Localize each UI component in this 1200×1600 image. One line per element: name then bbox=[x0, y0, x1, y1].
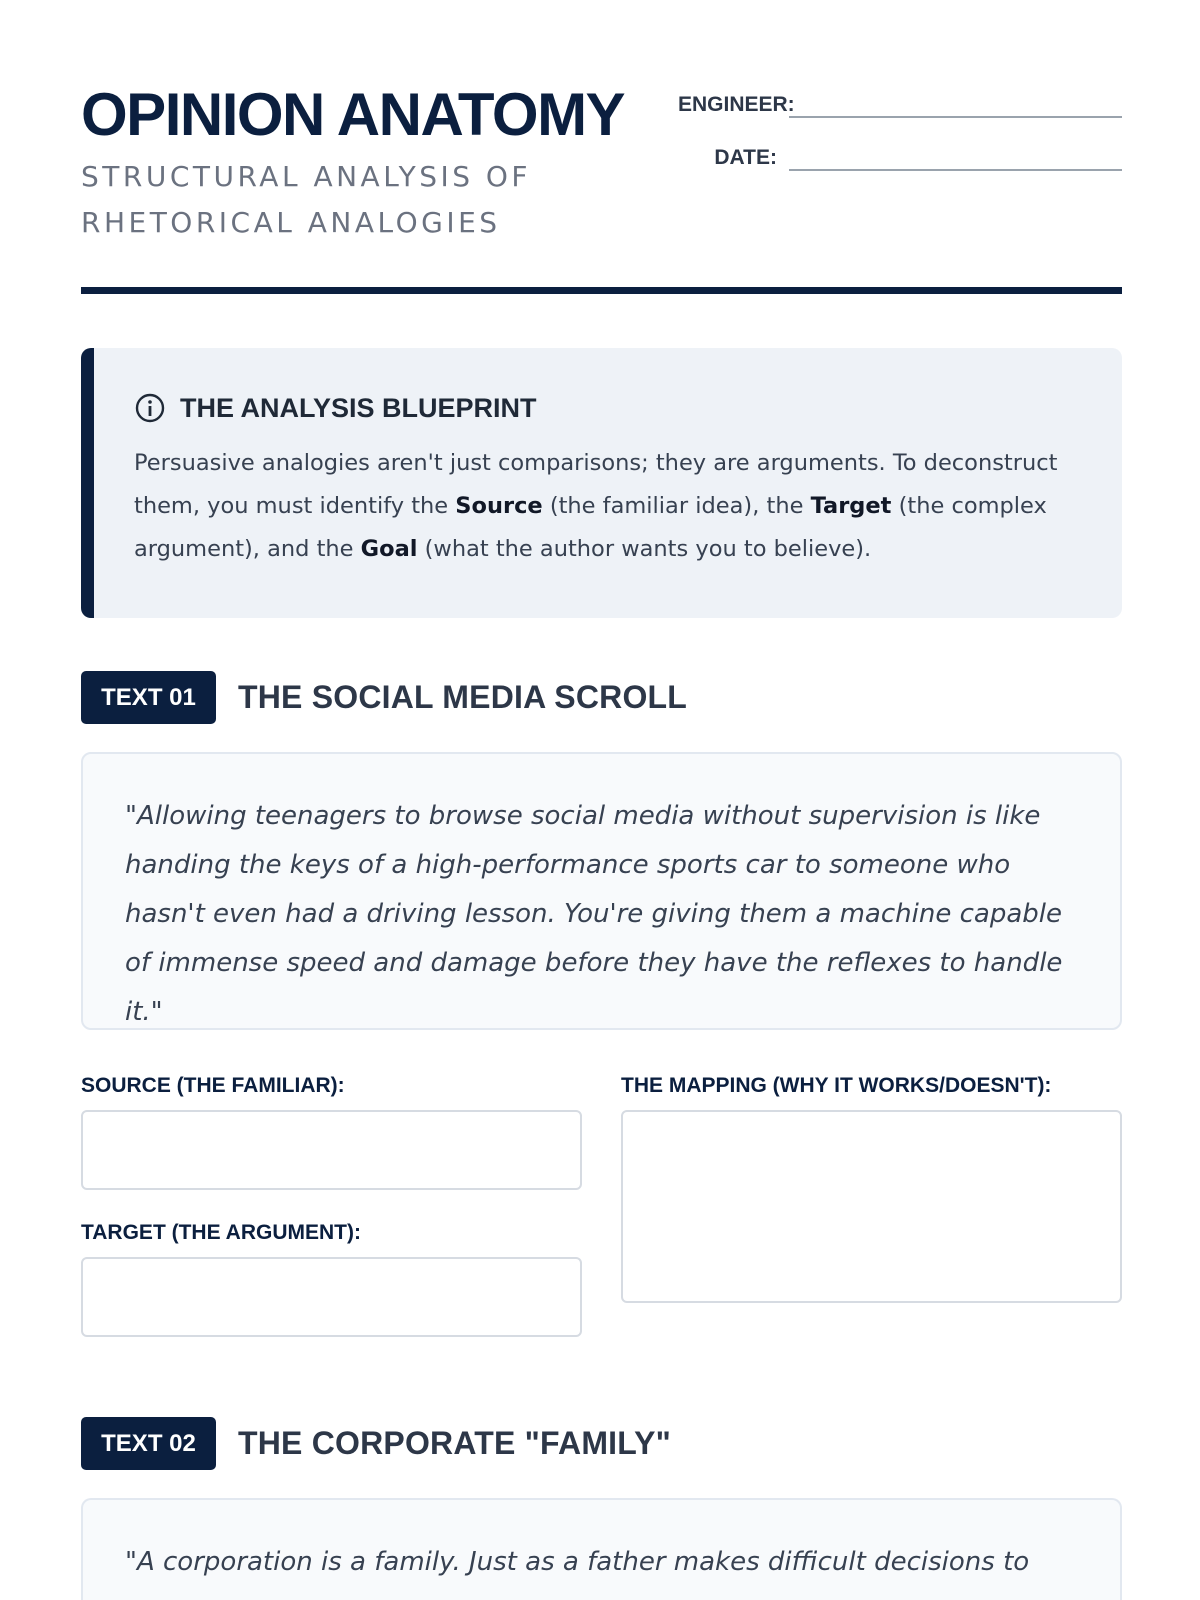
blueprint-text-3: (the complex argument), and the bbox=[134, 493, 1047, 562]
date-row bbox=[678, 139, 1122, 171]
blueprint-text-4: (what the author wants you to believe). bbox=[417, 536, 872, 562]
source-field-label: SOURCE (THE FAMILIAR): bbox=[81, 1074, 345, 1097]
date-field[interactable] bbox=[789, 139, 1122, 171]
text-01-title: THE SOCIAL MEDIA SCROLL bbox=[238, 679, 688, 715]
analysis-blueprint-panel bbox=[81, 348, 1122, 618]
text-02-title: THE CORPORATE "FAMILY" bbox=[238, 1425, 671, 1461]
text-01-heading bbox=[81, 671, 687, 724]
blueprint-heading bbox=[134, 392, 1072, 424]
source-input[interactable] bbox=[81, 1110, 582, 1190]
text-02-quote: "A corporation is a family. Just as a father makes difficult decisions to bbox=[81, 1498, 1122, 1600]
engineer-row bbox=[678, 86, 1122, 118]
blueprint-title: THE ANALYSIS BLUEPRINT bbox=[180, 392, 537, 423]
header-divider bbox=[81, 287, 1122, 294]
worksheet-header bbox=[81, 0, 1122, 296]
source-term: Source bbox=[455, 493, 543, 519]
goal-term: Goal bbox=[360, 536, 418, 562]
engineer-label: ENGINEER: bbox=[678, 93, 795, 116]
blueprint-text-2: (the familiar idea), the bbox=[542, 493, 811, 519]
target-term: Target bbox=[810, 493, 892, 519]
page-subtitle: STRUCTURAL ANALYSIS OF RHETORICAL ANALOGIES bbox=[81, 160, 532, 239]
date-label: DATE: bbox=[714, 146, 777, 169]
mapping-field-label: THE MAPPING (WHY IT WORKS/DOESN'T): bbox=[621, 1074, 1052, 1097]
page-title: OPINION ANATOMY bbox=[81, 81, 625, 148]
worksheet-page bbox=[81, 0, 1122, 1577]
text-01-badge: TEXT 01 bbox=[81, 671, 216, 724]
text-02-heading bbox=[81, 1417, 671, 1470]
info-icon bbox=[134, 392, 166, 424]
mapping-textarea[interactable] bbox=[621, 1110, 1122, 1303]
text-02-badge: TEXT 02 bbox=[81, 1417, 216, 1470]
text-01-quote: "Allowing teenagers to browse social media without supervision is like handing the keys of a high-performance sports car to someone who hasn't even had a driving lesson. You're giving them a machine capable of immense speed and damage before they have the reflexes to handle it." bbox=[81, 752, 1122, 1030]
blueprint-text-1: Persuasive analogies aren't just comparisons; they are arguments. To deconstruct them, you must identify the bbox=[134, 450, 1058, 519]
meta-fields bbox=[678, 86, 1122, 192]
engineer-field[interactable] bbox=[789, 86, 1122, 118]
target-input[interactable] bbox=[81, 1257, 582, 1337]
target-field-label: TARGET (THE ARGUMENT): bbox=[81, 1221, 361, 1244]
blueprint-description bbox=[134, 442, 1072, 571]
